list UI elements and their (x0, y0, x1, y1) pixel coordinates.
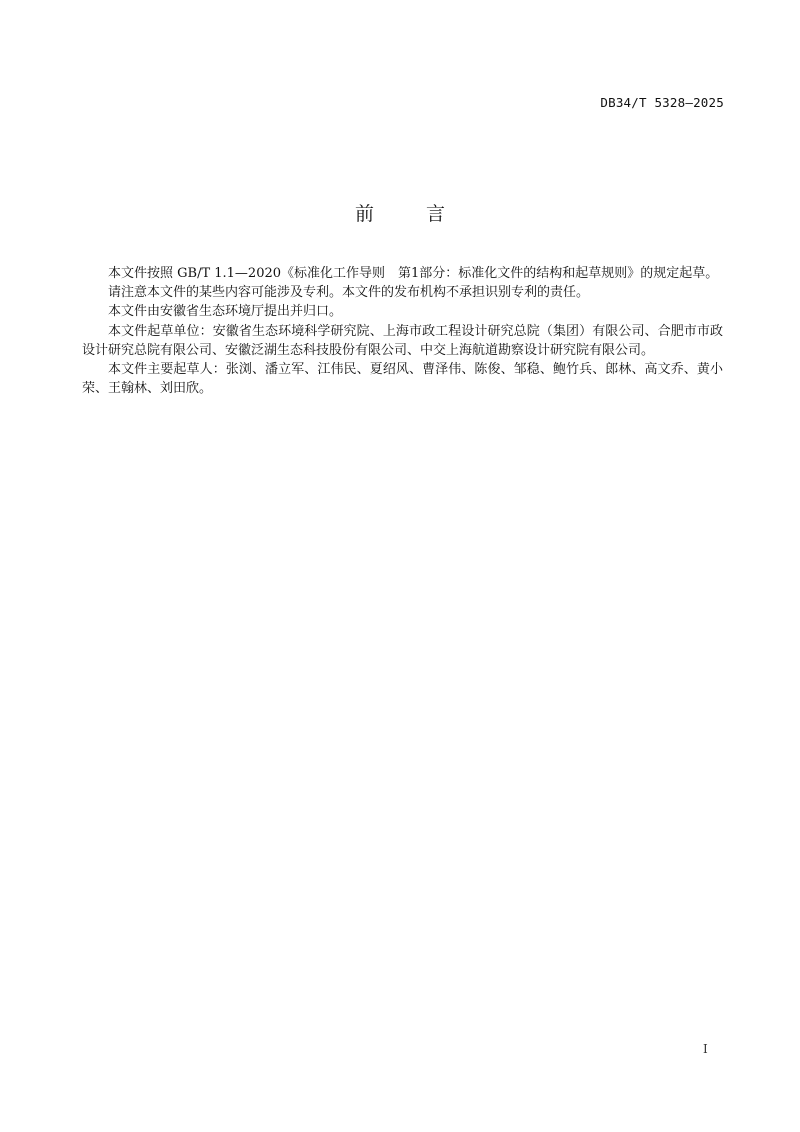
paragraph-patent-notice: 请注意本文件的某些内容可能涉及专利。本文件的发布机构不承担识别专利的责任。 (108, 285, 590, 301)
standard-number: DB34/T 5328—2025 (600, 95, 724, 110)
title-char-1: 前 (354, 203, 374, 225)
title-char-2: 言 (426, 203, 446, 225)
page-number: I (703, 1042, 708, 1056)
paragraph-proposer: 本文件由安徽省生态环境厅提出并归口。 (108, 304, 343, 320)
page-title (0, 199, 800, 226)
paragraph-drafting-rules: 本文件按照 GB/T 1.1—2020《标准化工作导则 第1部分：标准化文件的结构和起草规则》的规定起草。 (108, 266, 719, 281)
paragraph-drafters: 本文件主要起草人：张浏、潘立军、江伟民、夏绍风、曹泽伟、陈俊、邹稳、鲍竹兵、郎林、高文乔、黄小荣、王翰林、刘田欣。 (82, 362, 723, 397)
paragraph-drafting-units: 本文件起草单位：安徽省生态环境科学研究院、上海市政工程设计研究总院（集团）有限公司、合肥市市政设计研究总院有限公司、安徽泛湖生态科技股份有限公司、中交上海航道勘察设计研究院有限公司。 (82, 323, 723, 358)
foreword-body (82, 264, 723, 398)
